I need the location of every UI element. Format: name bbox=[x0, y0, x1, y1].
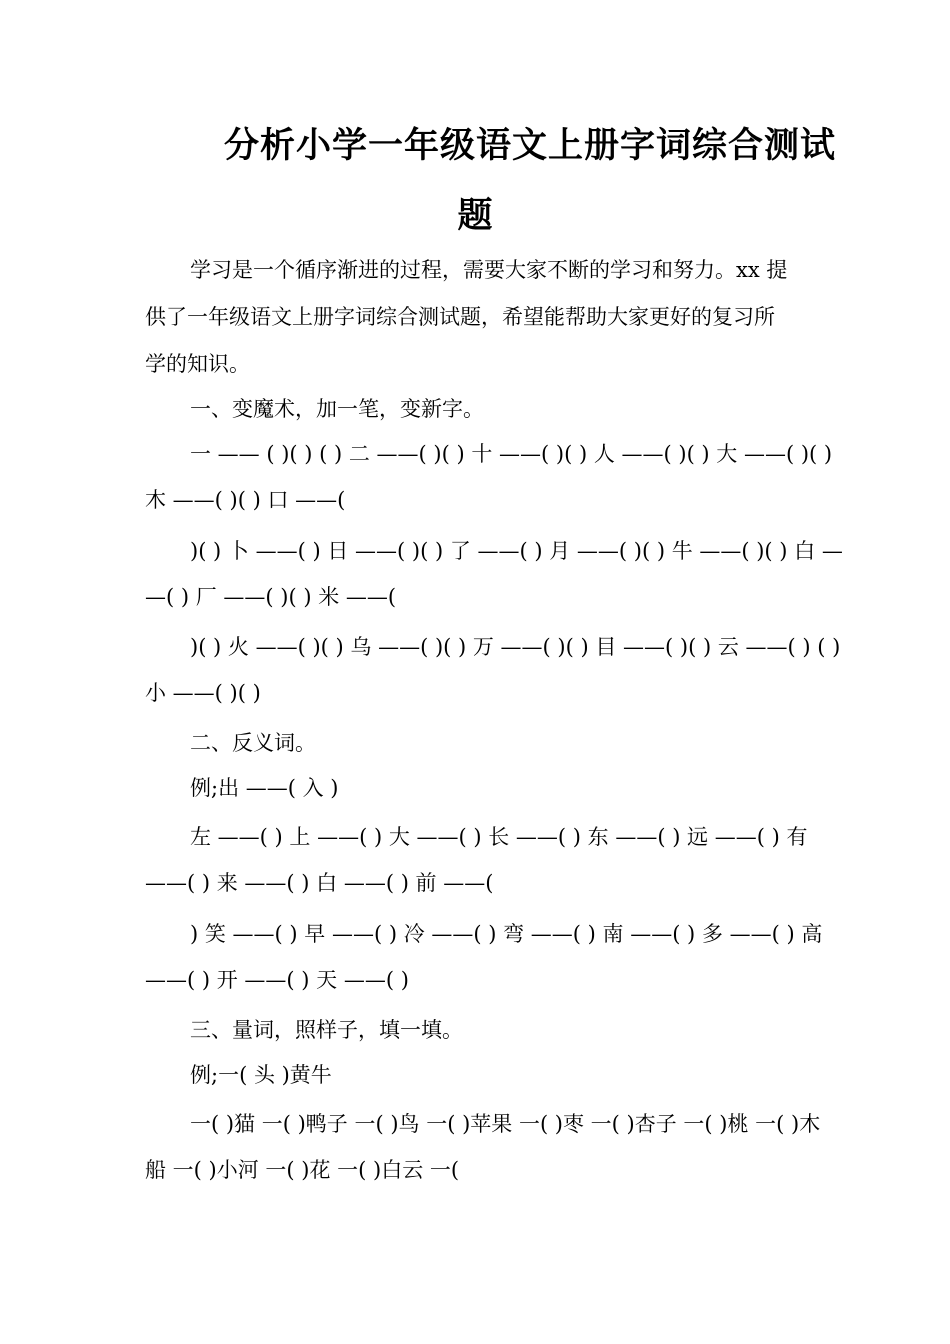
section-2-line: 左 ——( ) 上 ——( ) 大 ——( ) 长 ——( ) 东 ——( ) 远 ——( ) 有 bbox=[190, 825, 808, 849]
section-2-line: ——( ) 来 ——( ) 白 ——( ) 前 ——( bbox=[145, 871, 494, 895]
section-3-example: 例;一( 头 )黄牛 bbox=[190, 1063, 332, 1087]
section-1-heading: 一、变魔术，加一笔，变新字。 bbox=[190, 397, 484, 421]
section-3-line: 船 一( )小河 一( )花 一( )白云 一( bbox=[145, 1158, 460, 1182]
section-1-line: 一 —— ( )( ) ( ) 二 ——( )( ) 十 ——( )( ) 人 ——( )( ) 大 ——( )( ) bbox=[190, 442, 833, 466]
section-3-line: 一( )猫 一( )鸭子 一( )鸟 一( )苹果 一( )枣 一( )杏子 一( )桃 一( )木 bbox=[190, 1112, 821, 1136]
intro-line-2: 供了一年级语文上册字词综合测试题，希望能帮助大家更好的复习所 bbox=[145, 305, 775, 329]
section-3-heading: 三、量词，照样子，填一填。 bbox=[190, 1018, 463, 1042]
section-2-line: ——( ) 开 ——( ) 天 ——( ) bbox=[145, 968, 409, 992]
section-1-line: )( ) 卜 ——( ) 日 ——( )( ) 了 ——( ) 月 ——( )( ) 牛 ——( )( ) 白 — bbox=[190, 539, 843, 563]
intro-line-1: 学习是一个循序渐进的过程，需要大家不断的学习和努力。xx 提 bbox=[190, 258, 788, 282]
section-2-example: 例;出 ——( 入 ) bbox=[190, 776, 339, 800]
title-line-1: 分析小学一年级语文上册字词综合测试 bbox=[224, 125, 837, 166]
section-1-line: 木 ——( )( ) 口 ——( bbox=[145, 488, 346, 512]
section-2-heading: 二、反义词。 bbox=[190, 731, 316, 755]
intro-line-3: 学的知识。 bbox=[145, 352, 250, 376]
section-1-line: 小 ——( )( ) bbox=[145, 681, 261, 705]
section-1-line: —( ) 厂 ——( )( ) 米 ——( bbox=[145, 585, 397, 609]
section-1-line: )( ) 火 ——( )( ) 乌 ——( )( ) 万 ——( )( ) 目 ——( )( ) 云 ——( ) ( ) bbox=[190, 635, 841, 659]
section-2-line: ) 笑 ——( ) 早 ——( ) 冷 ——( ) 弯 ——( ) 南 ——( ) 多 ——( ) 高 bbox=[190, 922, 823, 946]
title-line-2: 题 bbox=[457, 195, 493, 236]
